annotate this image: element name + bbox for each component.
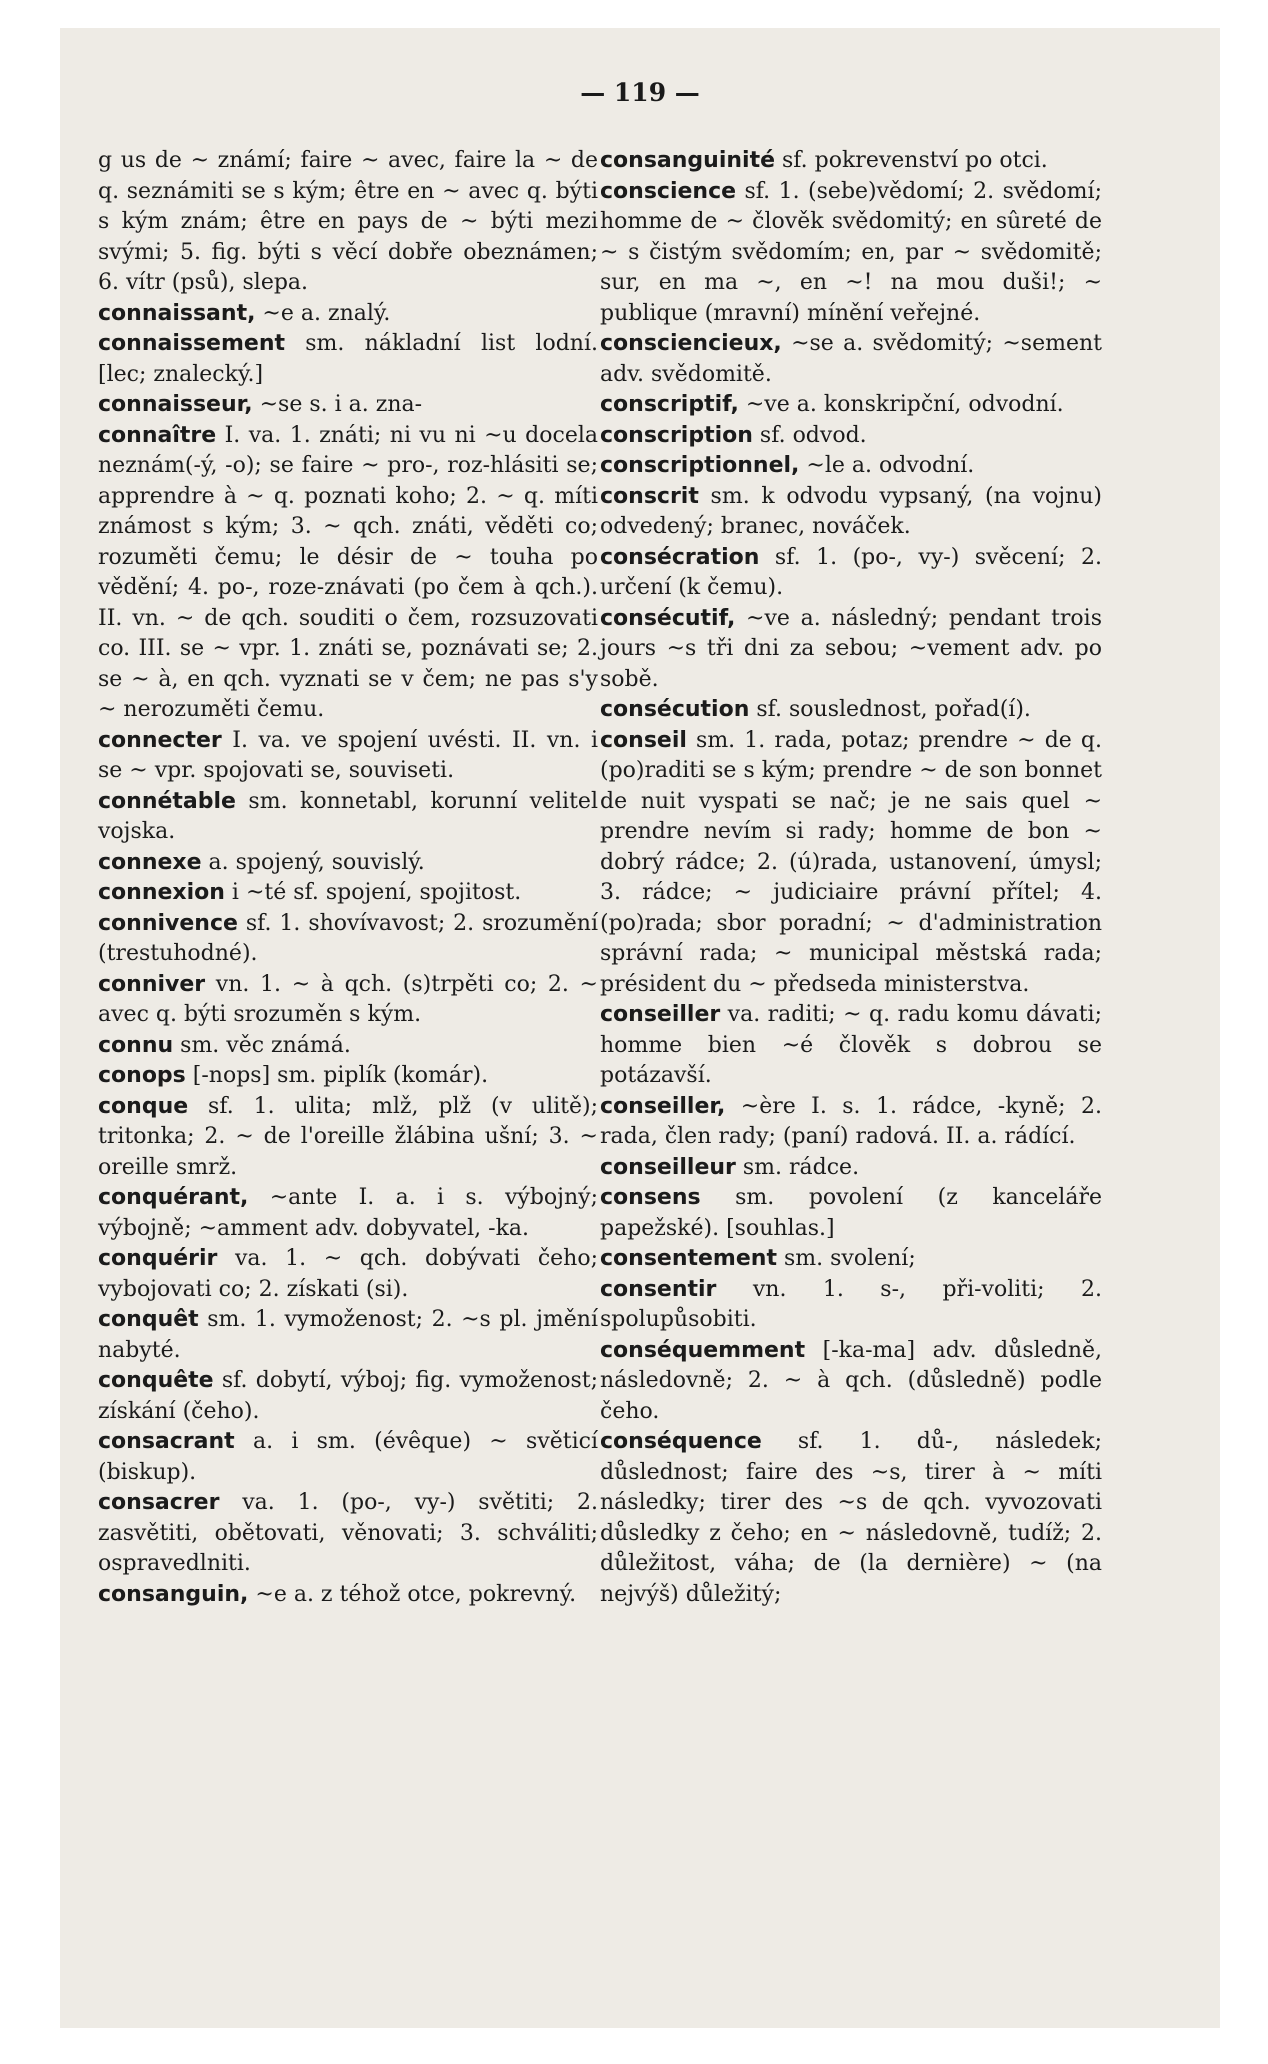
entry-definition: va. 1. (po-, vy-) světiti; 2. zasvětiti, obětovati, věnovati; 3. schváliti; ospravedlniti. [98, 1490, 598, 1576]
entry-headword: consacrant [98, 1429, 235, 1454]
entry-definition: ~ère I. s. 1. rádce, -kyně; 2. rada, člen rady; (paní) radová. II. a. rádící. [600, 1093, 1102, 1149]
entry-definition: sf. 1. dů-, následek; důslednost; faire des ~s, tirer à ~ míti následky; tirer des ~s de qch. vyvozovati důsledky z čeho; en ~ následovně, tudíž; 2. důležitost, váha; de (la dernière) ~ (na nejvýš) důležitý; [600, 1429, 1102, 1607]
dictionary-entry [98, 1305, 598, 1366]
dictionary-entry [98, 970, 598, 1031]
dictionary-entry [600, 421, 1102, 452]
entry-definition: vn. 1. ~ à qch. (s)trpěti co; 2. ~ avec q. býti srozuměn s kým. [98, 971, 598, 1027]
entry-headword: consanguin, [98, 1581, 249, 1607]
dictionary-entry [600, 543, 1102, 604]
dictionary-entry [600, 146, 1102, 177]
dictionary-entry [98, 1031, 598, 1062]
entry-definition: sm. nákladní list lodní. [lec; znalecký.] [98, 331, 598, 387]
entry-headword: connecter [98, 727, 222, 753]
dictionary-entry [98, 299, 598, 330]
entry-headword: consacrer [98, 1490, 220, 1515]
dictionary-entry [98, 909, 598, 970]
dictionary-entry [98, 1366, 598, 1427]
entry-definition: vn. 1. s-, při-voliti; 2. spolupůsobiti. [600, 1276, 1102, 1332]
entry-headword: consentement [600, 1246, 777, 1271]
entry-definition: ~e a. z téhož otce, pokrevný. [248, 1581, 577, 1607]
entry-definition: ~ve a. konskripční, odvodní. [738, 392, 1064, 417]
entry-definition: sm. 1. vymoženost; 2. ~s pl. jmění nabyté. [98, 1307, 598, 1363]
entry-definition: a. spojený, souvislý. [201, 849, 425, 875]
entry-headword: conquête [98, 1368, 214, 1393]
dictionary-entry [600, 1092, 1102, 1153]
dictionary-entry [600, 1275, 1102, 1336]
entry-definition: sf. souslednost, pořad(í). [749, 697, 1031, 722]
entry-definition: I. va. 1. znáti; ni vu ni ~u docela neznám(-ý, -o); se faire ~ pro-, roz-hlásiti se; apprendre à ~ q. poznati koho; 2. ~ q. míti známost s kým; 3. ~ qch. znáti, věděti co; rozuměti čemu; le désir de ~ touha po vědění; 4. po-, roze-znávati (po čem à qch.). II. vn. ~ de qch. souditi o čem, rozsuzovati co. III. se ~ vpr. 1. znáti se, poznávati se; 2. se ~ à, en qch. vyznati se v čem; ne pas s'y ~ nerozuměti čemu. [98, 422, 598, 722]
entry-headword: consécration [600, 544, 760, 570]
entry-definition: ~ante I. a. i s. výbojný; výbojně; ~amment adv. dobyvatel, -ka. [98, 1185, 598, 1241]
entry-headword: consécutif, [600, 605, 736, 631]
dictionary-entry [98, 848, 598, 879]
dictionary-entry [98, 146, 598, 299]
entry-headword: consens [600, 1185, 701, 1210]
entry-definition: sf. 1. (po-, vy-) svěcení; 2. určení (k čemu). [600, 544, 1102, 600]
entry-definition: sf. dobytí, výboj; fig. vymoženost; získání (čeho). [98, 1368, 598, 1424]
dictionary-entry [600, 695, 1102, 726]
entry-headword: consciencieux, [600, 331, 782, 356]
entry-definition: [-nops] sm. piplík (komár). [185, 1063, 489, 1088]
entry-definition: va. 1. ~ qch. dobývati čeho; vybojovati co; 2. získati (si). [98, 1246, 598, 1302]
entry-headword: conscience [600, 178, 737, 204]
left-column [98, 146, 598, 1610]
entry-headword: conops [98, 1063, 186, 1088]
dictionary-entry [98, 1580, 598, 1611]
entry-headword: connexe [98, 849, 202, 875]
dictionary-entry [98, 878, 598, 909]
entry-headword: consécution [600, 697, 750, 722]
entry-headword: conscriptionnel, [600, 453, 800, 478]
entry-definition: a. i sm. (évêque) ~ světicí (biskup). [98, 1429, 598, 1485]
dictionary-entry [98, 726, 598, 787]
entry-headword: connaissant, [98, 300, 256, 326]
right-column [600, 146, 1102, 1610]
entry-definition: sm. 1. rada, potaz; prendre ~ de q. (po)raditi se s kým; prendre ~ de son bonnet de nuit vyspati se nač; je ne sais quel ~ prendre nevím si rady; homme de bon ~ dobrý rádce; 2. (ú)rada, ustanovení, úmysl; 3. rádce; ~ judiciaire právní přítel; 4. (po)rada; sbor poradní; ~ d'administration správní rada; ~ municipal městská rada; président du ~ předseda ministerstva. [600, 727, 1102, 997]
dictionary-entry [98, 1092, 598, 1184]
entry-definition: sm. k odvodu vypsaný, (na vojnu) odvedený; branec, nováček. [600, 483, 1102, 539]
entry-headword: conquêt [98, 1307, 199, 1332]
dictionary-entry [600, 390, 1102, 421]
entry-definition: sm. rádce. [735, 1154, 860, 1180]
entry-definition: ~le a. odvodní. [799, 453, 975, 478]
entry-headword: connaissement [98, 331, 285, 356]
dictionary-entry [600, 1153, 1102, 1184]
entry-definition: sf. pokrevenství po otci. [775, 148, 1048, 173]
entry-definition: ~se s. i a. zna- [252, 392, 423, 417]
entry-headword: conseiller [600, 1002, 721, 1027]
entry-headword: connivence [98, 910, 238, 936]
entry-definition: i ~té sf. spojení, spojitost. [224, 880, 522, 905]
dictionary-entry [600, 1336, 1102, 1428]
entry-headword: conseiller, [600, 1093, 726, 1119]
entry-headword: conséquence [600, 1429, 762, 1454]
dictionary-entry [600, 1183, 1102, 1244]
entry-headword: conseilleur [600, 1154, 736, 1180]
dictionary-entry [98, 1427, 598, 1488]
entry-definition: ~ve a. následný; pendant trois jours ~s tři dni za sebou; ~vement adv. po sobě. [600, 605, 1102, 692]
entry-definition: sm. věc známá. [173, 1032, 351, 1058]
entry-headword: conscriptif, [600, 392, 739, 417]
dictionary-entry [98, 1183, 598, 1244]
entry-definition: sm. konnetabl, korunní velitel vojska. [98, 788, 598, 844]
entry-headword: conquérant, [98, 1185, 249, 1210]
dictionary-entry [600, 726, 1102, 1001]
dictionary-entry [98, 421, 598, 726]
entry-definition: [-ka-ma] adv. důsledně, následovně; 2. ~ à qch. (důsledně) podle čeho. [600, 1337, 1102, 1424]
dictionary-entry [600, 482, 1102, 543]
dictionary-entry [98, 390, 598, 421]
entry-definition: sf. odvod. [752, 422, 867, 448]
entry-headword: conscription [600, 422, 753, 448]
entry-headword: connétable [98, 788, 236, 814]
entry-definition: sm. povolení (z kanceláře papežské). [souhlas.] [600, 1185, 1102, 1241]
entry-definition: ~se a. svědomitý; ~sement adv. svědomitě. [600, 331, 1102, 387]
entry-definition: sf. 1. shovívavost; 2. srozumění (trestuhodné). [98, 910, 598, 966]
entry-headword: conquérir [98, 1246, 218, 1271]
entry-headword: connexion [98, 880, 225, 905]
dictionary-entry [98, 329, 598, 390]
entry-headword: consentir [600, 1276, 717, 1302]
entry-definition: g us de ~ známí; faire ~ avec, faire la ~ de q. seznámiti se s kým; être en ~ avec q. býti s kým znám; être en pays de ~ býti mezi svými; 5. fig. býti s věcí dobře obeznámen; 6. vítr (psů), slepa. [98, 148, 598, 295]
entry-headword: connaître [98, 422, 217, 448]
dictionary-entry [600, 451, 1102, 482]
dictionary-entry [98, 1488, 598, 1580]
dictionary-entry [600, 1244, 1102, 1275]
dictionary-entry [600, 1427, 1102, 1610]
entry-headword: connaisseur, [98, 392, 253, 417]
entry-headword: conque [98, 1093, 189, 1119]
entry-headword: conseil [600, 727, 687, 753]
page-number: — 119 — [580, 78, 700, 107]
entry-headword: consanguinité [600, 148, 776, 173]
entry-headword: connu [98, 1032, 174, 1058]
dictionary-entry [98, 787, 598, 848]
dictionary-entry [600, 329, 1102, 390]
dictionary-entry [600, 177, 1102, 330]
dictionary-entry [600, 1000, 1102, 1092]
dictionary-entry [98, 1061, 598, 1092]
entry-headword: conniver [98, 971, 206, 997]
entry-definition: sm. svolení; [776, 1246, 916, 1271]
entry-definition: ~e a. znalý. [255, 300, 391, 326]
dictionary-page [60, 28, 1220, 2028]
entry-definition: va. raditi; ~ q. radu komu dávati; homme bien ~é člověk s dobrou se potázavší. [600, 1002, 1102, 1088]
entry-definition: sf. 1. ulita; mlž, plž (v ulitě); tritonka; 2. ~ de l'oreille žlábina ušní; 3. ~ oreille smrž. [98, 1093, 598, 1180]
entry-headword: conséquemment [600, 1337, 806, 1363]
dictionary-entry [600, 604, 1102, 696]
entry-definition: sf. 1. (sebe)vědomí; 2. svědomí; homme de ~ člověk svědomitý; en sûreté de ~ s čistým svědomím; en, par ~ svědomitě; sur, en ma ~, en ~! na mou duši!; ~ publique (mravní) mínění veřejné. [600, 178, 1102, 326]
entry-headword: conscrit [600, 483, 699, 509]
entry-definition: I. va. ve spojení uvésti. II. vn. i se ~ vpr. spojovati se, souviseti. [98, 727, 598, 783]
dictionary-entry [98, 1244, 598, 1305]
